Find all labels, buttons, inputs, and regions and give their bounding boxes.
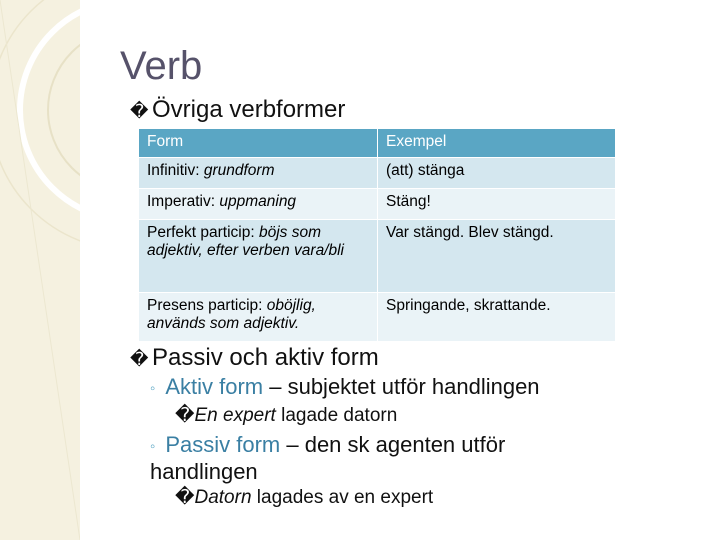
box-bullet-icon: � <box>130 349 149 369</box>
term-passiv-form: Passiv form <box>165 432 281 457</box>
sub-bullet-aktiv: ◦ Aktiv form – subjektet utför handlingen <box>150 374 540 399</box>
example-passiv: �Datorn lagades av en expert <box>175 487 434 508</box>
decorative-circles-icon <box>0 0 80 540</box>
verb-forms-table <box>138 128 616 342</box>
box-bullet-icon: � <box>130 101 149 121</box>
term-aktiv-form: Aktiv form <box>165 374 264 399</box>
example-aktiv: �En expert lagade datorn <box>175 405 398 426</box>
table-cell-example: Var stängd. Blev stängd. <box>378 220 616 293</box>
box-bullet-icon: � <box>175 487 195 508</box>
table-row <box>139 189 616 220</box>
table-header-example: Exempel <box>378 129 616 158</box>
table-cell-form: Perfekt particip: böjs som adjektiv, efter verben vara/bli <box>139 220 378 293</box>
sub-bullet-passiv: ◦ Passiv form – den sk agenten utför handlingen <box>150 432 506 484</box>
table-row <box>139 220 616 293</box>
table-cell-example: Stäng! <box>378 189 616 220</box>
bullet-ovriga-verbformer <box>130 96 345 124</box>
decorative-sidebar <box>0 0 80 540</box>
table-row <box>139 158 616 189</box>
table-cell-example: (att) stänga <box>378 158 616 189</box>
ring-bullet-icon: ◦ <box>150 437 156 455</box>
slide-title: Verb <box>120 44 203 88</box>
table-cell-form: Presens particip: oböjlig, används som adjektiv. <box>139 293 378 342</box>
table-cell-example: Springande, skrattande. <box>378 293 616 342</box>
table-cell-form: Infinitiv: grundform <box>139 158 378 189</box>
bullet-passiv-aktiv <box>130 344 379 372</box>
table-header-form: Form <box>139 129 378 158</box>
table-header-row <box>139 129 616 158</box>
table-row <box>139 293 616 342</box>
ring-bullet-icon: ◦ <box>150 379 156 397</box>
bullet-text: Övriga verbformer <box>152 96 346 123</box>
bullet-text: Passiv och aktiv form <box>152 344 379 371</box>
box-bullet-icon: � <box>175 405 195 426</box>
table-cell-form: Imperativ: uppmaning <box>139 189 378 220</box>
